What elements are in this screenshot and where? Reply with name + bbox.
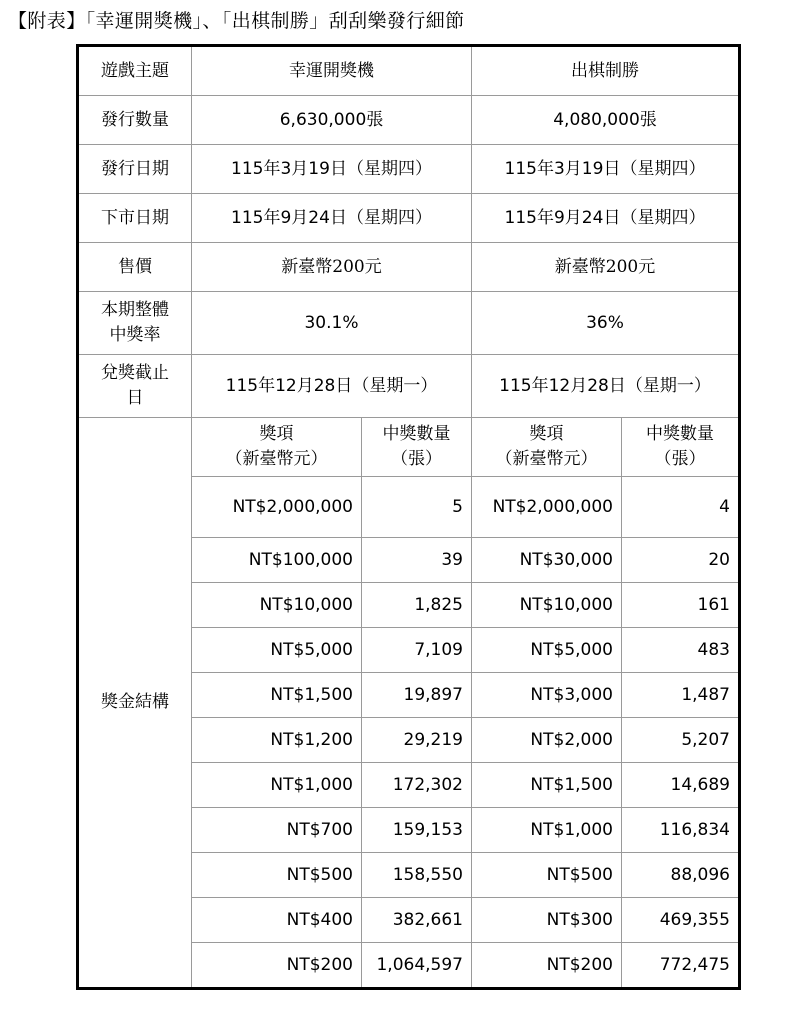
table-row-delist-date — [78, 194, 740, 243]
row-label-quantity: 發行數量 — [78, 96, 192, 145]
row-label-claim-deadline — [78, 355, 192, 418]
header-game1-prize-line2: （新臺幣元） — [225, 449, 328, 469]
cell-game1-prize: NT$1,000 — [192, 763, 362, 808]
table-row-prize-headers — [78, 418, 740, 477]
cell-game1-count: 172,302 — [362, 763, 472, 808]
cell-game2-count: 4 — [622, 477, 740, 538]
row-label-delist-date: 下市日期 — [78, 194, 192, 243]
table-row-issue-date — [78, 145, 740, 194]
cell-game1-claim-deadline: 115年12月28日（星期一） — [192, 355, 472, 418]
row-label-price: 售價 — [78, 243, 192, 292]
lottery-detail-table-wrapper — [76, 44, 738, 990]
page-title: 【附表】「幸運開獎機」、「出棋制勝」刮刮樂發行細節 — [8, 10, 465, 32]
header-game2-prize — [472, 418, 622, 477]
cell-game1-count: 39 — [362, 538, 472, 583]
cell-game1-prize: NT$500 — [192, 853, 362, 898]
cell-game2-prize: NT$1,500 — [472, 763, 622, 808]
cell-game1-count: 159,153 — [362, 808, 472, 853]
cell-game2-count: 1,487 — [622, 673, 740, 718]
cell-game2-prize: NT$5,000 — [472, 628, 622, 673]
cell-game2-count: 483 — [622, 628, 740, 673]
cell-game1-count: 1,064,597 — [362, 943, 472, 989]
row-label-win-rate-line2: 中獎率 — [109, 325, 161, 345]
row-label-theme: 遊戲主題 — [78, 46, 192, 96]
cell-game1-count: 5 — [362, 477, 472, 538]
header-game2-prize-line2: （新臺幣元） — [495, 449, 598, 469]
header-game1-prize — [192, 418, 362, 477]
cell-game2-prize: NT$1,000 — [472, 808, 622, 853]
cell-game2-prize: NT$30,000 — [472, 538, 622, 583]
cell-game2-count: 772,475 — [622, 943, 740, 989]
lottery-detail-table — [76, 44, 741, 990]
cell-game2-prize: NT$500 — [472, 853, 622, 898]
cell-game2-count: 161 — [622, 583, 740, 628]
header-game2-count-line2: （張） — [654, 449, 706, 469]
cell-game1-count: 19,897 — [362, 673, 472, 718]
cell-game2-price: 新臺幣200元 — [472, 243, 740, 292]
header-game1-count-line2: （張） — [391, 449, 442, 469]
row-label-win-rate — [78, 292, 192, 355]
cell-game1-count: 382,661 — [362, 898, 472, 943]
cell-game2-issue-date: 115年3月19日（星期四） — [472, 145, 740, 194]
cell-game2-prize: NT$200 — [472, 943, 622, 989]
cell-game1-price: 新臺幣200元 — [192, 243, 472, 292]
header-game1-count-line1: 中獎數量 — [382, 424, 451, 444]
row-label-issue-date: 發行日期 — [78, 145, 192, 194]
header-game2-count — [622, 418, 740, 477]
row-label-claim-deadline-line2: 日 — [126, 388, 144, 408]
cell-game2-prize: NT$3,000 — [472, 673, 622, 718]
table-row-claim-deadline — [78, 355, 740, 418]
cell-game2-count: 14,689 — [622, 763, 740, 808]
cell-game1-prize: NT$1,200 — [192, 718, 362, 763]
cell-game1-delist-date: 115年9月24日（星期四） — [192, 194, 472, 243]
cell-game2-count: 5,207 — [622, 718, 740, 763]
cell-game1-count: 158,550 — [362, 853, 472, 898]
cell-game1-prize: NT$1,500 — [192, 673, 362, 718]
cell-game1-prize: NT$400 — [192, 898, 362, 943]
table-row-quantity — [78, 96, 740, 145]
row-label-win-rate-line1: 本期整體 — [101, 300, 169, 320]
row-label-prize-structure: 獎金結構 — [78, 418, 192, 989]
cell-game1-prize: NT$5,000 — [192, 628, 362, 673]
cell-game2-delist-date: 115年9月24日（星期四） — [472, 194, 740, 243]
cell-game2-quantity: 4,080,000張 — [472, 96, 740, 145]
header-game1-count — [362, 418, 472, 477]
cell-game1-issue-date: 115年3月19日（星期四） — [192, 145, 472, 194]
cell-game1-prize: NT$200 — [192, 943, 362, 989]
cell-game2-count: 88,096 — [622, 853, 740, 898]
cell-game2-prize: NT$300 — [472, 898, 622, 943]
cell-game1-count: 7,109 — [362, 628, 472, 673]
row-label-claim-deadline-line1: 兌獎截止 — [101, 363, 169, 383]
cell-game2-claim-deadline: 115年12月28日（星期一） — [472, 355, 740, 418]
cell-game1-count: 1,825 — [362, 583, 472, 628]
cell-game1-prize: NT$10,000 — [192, 583, 362, 628]
cell-game2-prize: NT$2,000 — [472, 718, 622, 763]
cell-game1-quantity: 6,630,000張 — [192, 96, 472, 145]
cell-game2-name: 出棋制勝 — [472, 46, 740, 96]
cell-game2-prize: NT$2,000,000 — [472, 477, 622, 538]
cell-game1-count: 29,219 — [362, 718, 472, 763]
cell-game2-count: 20 — [622, 538, 740, 583]
cell-game1-prize: NT$700 — [192, 808, 362, 853]
table-row-price — [78, 243, 740, 292]
cell-game2-count: 469,355 — [622, 898, 740, 943]
cell-game1-name: 幸運開獎機 — [192, 46, 472, 96]
table-row-win-rate — [78, 292, 740, 355]
header-game1-prize-line1: 獎項 — [259, 424, 294, 444]
cell-game2-prize: NT$10,000 — [472, 583, 622, 628]
cell-game2-win-rate: 36% — [472, 292, 740, 355]
cell-game1-prize: NT$100,000 — [192, 538, 362, 583]
header-game2-prize-line1: 獎項 — [529, 424, 564, 444]
table-row-theme — [78, 46, 740, 96]
cell-game1-prize: NT$2,000,000 — [192, 477, 362, 538]
cell-game1-win-rate: 30.1% — [192, 292, 472, 355]
cell-game2-count: 116,834 — [622, 808, 740, 853]
header-game2-count-line1: 中獎數量 — [646, 424, 714, 444]
